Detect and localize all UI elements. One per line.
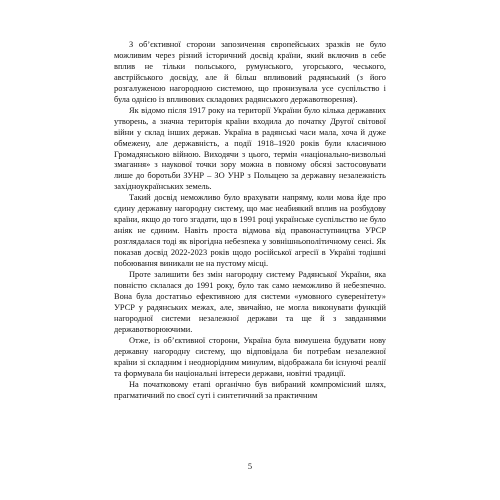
paragraph: Отже, із об’єктивної сторони, Україна була вимушена будувати нову державну нагородну систему, що відповідала би потребам незалежної країни зі складним і неоднорідним минулим, відображала би існуючі реалії та формувала би національні інтереси держави, новітні традиції. (114, 335, 386, 378)
paragraph: На початковому етапі органічно був вибраний компромісний шлях, прагматичний по своєї суті і синтетичний за практичним (114, 379, 386, 400)
paragraph: Як відомо після 1917 року на території України було кілька державних утворень, а значна територія країни входила до початку Другої світової війни у склад інших держав. Україна в радянські часи мала, хоча й дуже обмежену, але державність, а події 1918–1920 років були класичною Громадянською війною. Виходячи з цього, термін «національно-визвольні змагання» з наукової точки зору можна в повному обсязі застосовувати лише до боротьби ЗУНР – ЗО УНР з Польщею за державну незалежність західноукраїнських земель. (114, 105, 386, 192)
text-column (114, 40, 386, 401)
paragraph: Проте залишити без змін нагородну систему Радянської України, яка повністю склалася до 1991 року, було так само неможливо й небезпечно. Вона була достатньо ефективною для системи «умовного суверенітету» УРСР у радянських межах, але, звичайно, не могла виконувати функцій нагородної системи незалежної держави та ще й з завданнями державотворюючими. (114, 270, 386, 334)
paragraph: З об’єктивної сторони запозичення європейських зразків не було можливим через різний історичний досвід країни, який включив в себе вплив не тільки польського, румунського, угорського, чеського, австрійського досвіду, але й більш впливовий радянський (з його розгалуженою нагородною системою, що пронизувала усе суспільство і була однією із впливових складових радянського державотворення). (114, 40, 386, 104)
page-number: 5 (247, 462, 253, 471)
paragraph: Такий досвід неможливо було врахувати напряму, коли мова йде про єдину державну нагородну систему, що має неабиякий вплив на розбудову країни, якщо до того згадати, що в 1991 році українське суспільство не було аніяк не єдиним. Навіть проста відмова від правонаступництва УРСР розглядалася тоді як вірогідна небезпека у зовнішньополітичному сенсі. Як показав досвід 2022-2023 років щодо російської агресії в Україні тодішні побоювання виникали не на пустому місці. (114, 193, 386, 269)
